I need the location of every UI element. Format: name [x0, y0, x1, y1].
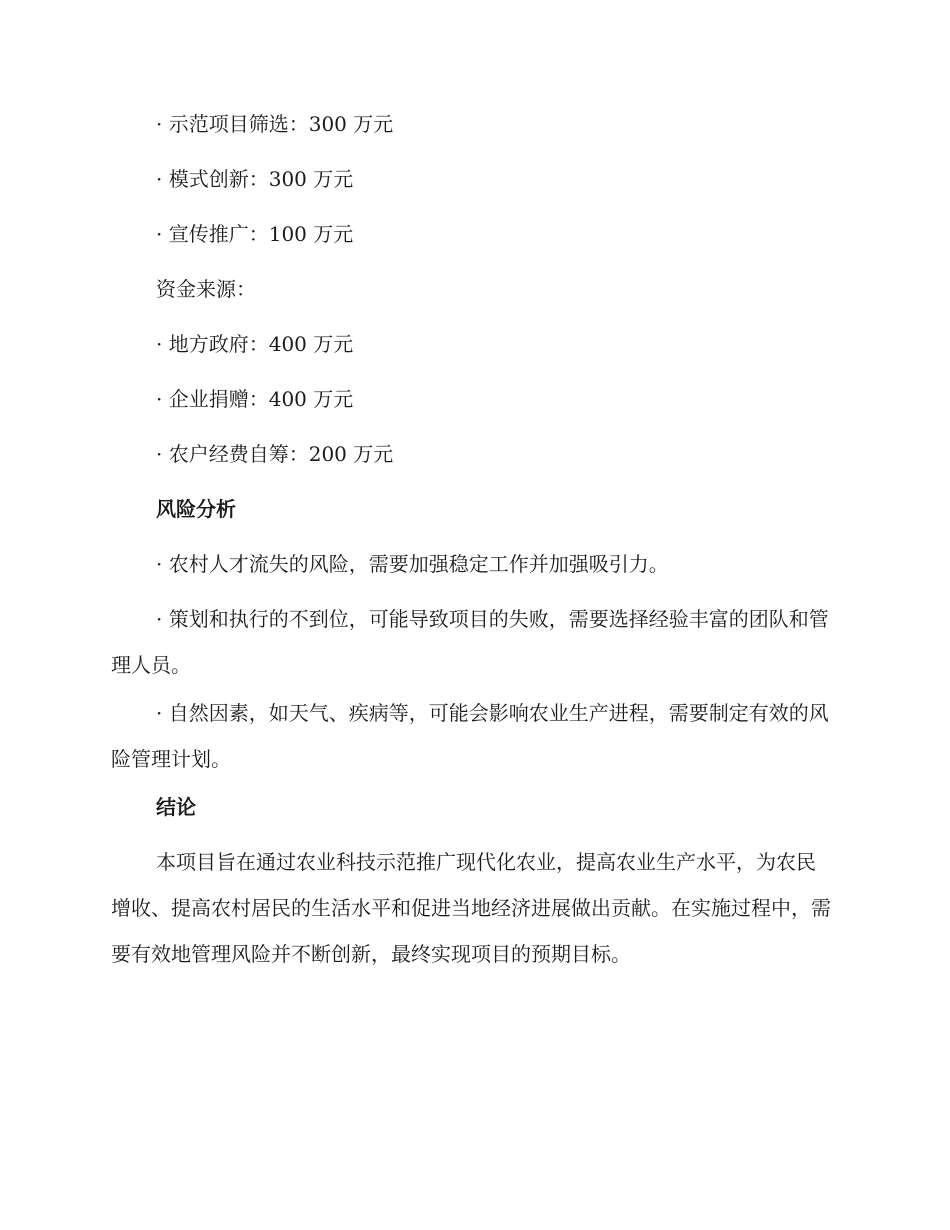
budget-item-model-innovation: · 模式创新：300 万元: [156, 167, 354, 191]
document-body: [111, 108, 831, 986]
budget-item-promotion: · 宣传推广：100 万元: [156, 222, 354, 246]
risk-item-talent-loss: · 农村人才流失的风险，需要加强稳定工作并加强吸引力。: [156, 552, 669, 576]
conclusion-heading: 结论: [156, 795, 196, 819]
funding-item-local-government: · 地方政府：400 万元: [156, 332, 354, 356]
risk-item-planning-execution: · 策划和执行的不到位，可能导致项目的失败，需要选择经验丰富的团队和管理人员。: [111, 607, 829, 677]
conclusion-paragraph: 本项目旨在通过农业科技示范推广现代化农业，提高农业生产水平，为农民增收、提高农村居民的生活水平和促进当地经济进展做出贡献。在实施过程中，需要有效地管理风险并不断创新，最终实现项目的预期目标。: [111, 850, 831, 966]
funding-item-farmer-self-funding: · 农户经费自筹：200 万元: [156, 442, 394, 466]
risk-analysis-heading: 风险分析: [156, 497, 236, 521]
risk-item-natural-factors: · 自然因素，如天气、疾病等，可能会影响农业生产进程，需要制定有效的风险管理计划。: [111, 701, 829, 771]
funding-item-enterprise-donation: · 企业捐赠：400 万元: [156, 387, 354, 411]
budget-item-demo-screening: · 示范项目筛选：300 万元: [156, 112, 394, 136]
funding-source-label: 资金来源：: [156, 277, 256, 301]
